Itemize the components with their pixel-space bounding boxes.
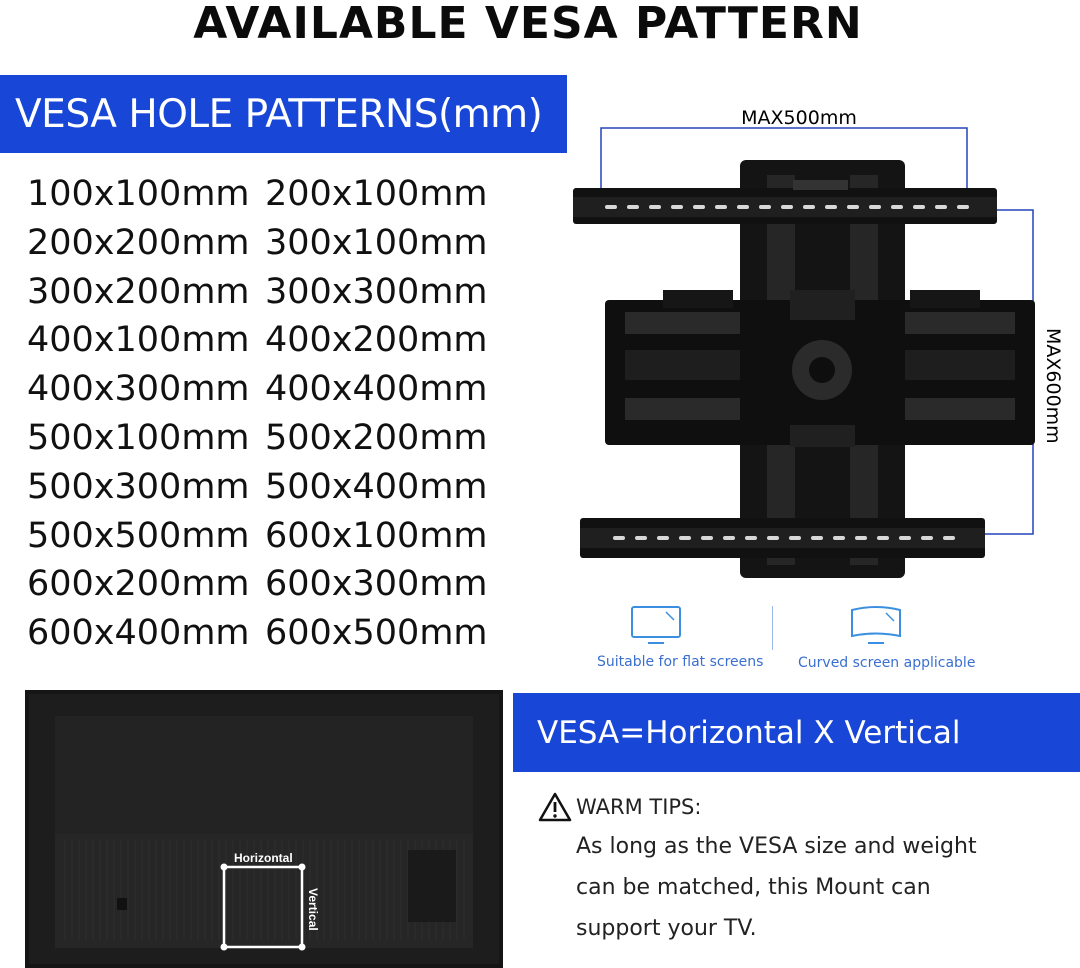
max-height-label: MAX600mm <box>1042 328 1064 444</box>
pattern-item: 600x400mm <box>27 613 250 654</box>
rail-hole <box>811 536 823 540</box>
rail-hole <box>657 536 669 540</box>
pattern-item: 400x200mm <box>265 320 488 361</box>
rail-hole <box>737 205 749 209</box>
warning-icon <box>538 792 572 822</box>
rail-hole <box>921 536 933 540</box>
rail-hole <box>715 205 727 209</box>
rail-hole <box>759 205 771 209</box>
rail-hole <box>789 536 801 540</box>
rail-hole <box>635 536 647 540</box>
rail-hole <box>935 205 947 209</box>
tips-line: can be matched, this Mount can <box>576 875 931 900</box>
rail-hole <box>869 205 881 209</box>
rail-hole <box>613 536 625 540</box>
flat-monitor-icon <box>628 604 684 646</box>
tv-back-illustration <box>25 690 503 968</box>
tv-mount-illustration <box>565 100 1080 600</box>
rail-hole <box>679 536 691 540</box>
page-title: AVAILABLE VESA PATTERN <box>193 0 863 49</box>
rail-hole <box>767 536 779 540</box>
rail-hole <box>833 536 845 540</box>
patterns-banner <box>0 75 567 153</box>
pattern-item: 200x200mm <box>27 222 250 263</box>
rail-hole <box>723 536 735 540</box>
pattern-item: 300x300mm <box>265 271 488 312</box>
rail-hole <box>605 205 617 209</box>
pattern-item: 100x100mm <box>27 174 250 214</box>
rail-hole <box>627 205 639 209</box>
tips-heading: WARM TIPS: <box>576 795 702 819</box>
tips-line: support your TV. <box>576 916 757 941</box>
rail-hole <box>781 205 793 209</box>
horizontal-label: Horizontal <box>234 851 293 865</box>
pattern-list <box>27 170 507 658</box>
vertical-label: Vertical <box>306 888 320 931</box>
pattern-item: 600x200mm <box>27 564 250 605</box>
curved-monitor-icon <box>848 604 904 646</box>
rail-hole <box>825 205 837 209</box>
pattern-item: 300x200mm <box>27 271 250 312</box>
pattern-item: 600x100mm <box>265 515 488 556</box>
curved-screen-label: Curved screen applicable <box>798 655 976 671</box>
rail-hole <box>803 205 815 209</box>
rail-hole <box>745 536 757 540</box>
rail-hole <box>847 205 859 209</box>
rail-hole <box>693 205 705 209</box>
rail-hole <box>855 536 867 540</box>
patterns-heading: VESA HOLE PATTERNS(mm) <box>15 91 543 137</box>
mount-arms <box>605 290 1035 447</box>
tips-line: As long as the VESA size and weight <box>576 834 977 859</box>
rail-hole <box>899 536 911 540</box>
pattern-item: 300x100mm <box>265 222 488 263</box>
pattern-item: 500x300mm <box>27 466 250 507</box>
rail-hole <box>877 536 889 540</box>
rail-hole <box>891 205 903 209</box>
vesa-formula-banner <box>513 693 1080 772</box>
flat-screen-label: Suitable for flat screens <box>597 654 764 670</box>
pattern-item: 200x100mm <box>265 174 488 214</box>
rail-hole <box>943 536 955 540</box>
max-width-label: MAX500mm <box>741 107 857 129</box>
pattern-item: 500x200mm <box>265 417 488 458</box>
vesa-formula: VESA=Horizontal X Vertical <box>537 714 961 751</box>
pattern-item: 500x500mm <box>27 515 250 556</box>
pattern-item: 500x400mm <box>265 466 488 507</box>
rail-hole <box>649 205 661 209</box>
rail-hole <box>671 205 683 209</box>
pattern-item: 600x300mm <box>265 564 488 605</box>
pattern-item: 500x100mm <box>27 417 250 458</box>
rail-hole <box>701 536 713 540</box>
warm-tips <box>538 790 1058 949</box>
pattern-item: 400x300mm <box>27 369 250 410</box>
screen-type-divider <box>772 606 773 650</box>
pattern-item: 400x400mm <box>265 369 488 410</box>
rail-hole <box>913 205 925 209</box>
rail-hole <box>957 205 969 209</box>
pattern-item: 400x100mm <box>27 320 250 361</box>
pattern-item: 600x500mm <box>265 613 488 654</box>
